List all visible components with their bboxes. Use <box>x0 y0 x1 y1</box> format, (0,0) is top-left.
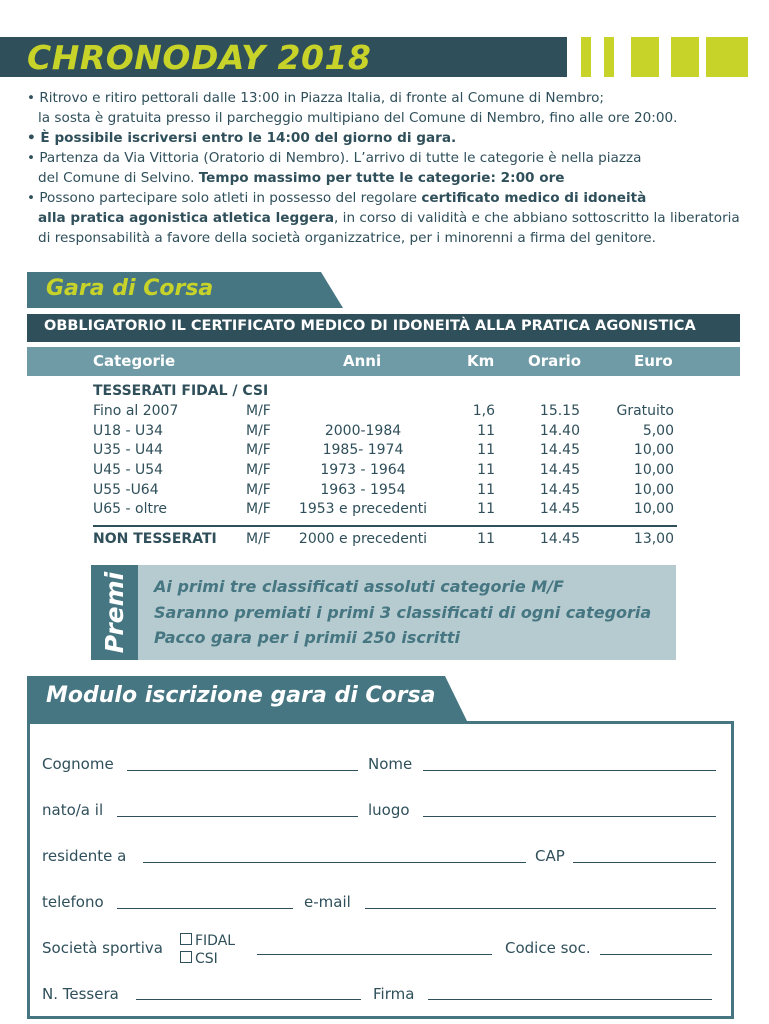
cell-km: 11 <box>477 531 495 547</box>
cell-sex: M/F <box>246 423 271 439</box>
cell-sex: M/F <box>246 403 271 419</box>
info-line: di responsabilità a favore della società organizzatrice, per i minorenni a firma del genitore. <box>38 230 656 246</box>
info-line-bold: alla pratica agonistica atletica leggera <box>38 210 335 226</box>
header-stripe <box>671 37 699 77</box>
mandatory-text: OBBLIGATORIO IL CERTIFICATO MEDICO DI IDONEITÀ ALLA PRATICA AGONISTICA <box>44 318 696 334</box>
cell-orario: 14.45 <box>539 501 580 517</box>
birthdate-field[interactable] <box>117 816 358 817</box>
info-line: • È possibile iscriversi entro le 14:00 del giorno di gara. <box>27 130 457 146</box>
page-title: CHRONODAY 2018 <box>27 38 372 77</box>
col-header-euro: Euro <box>634 352 673 370</box>
label-luogo: luogo <box>368 801 410 819</box>
card-number-field[interactable] <box>136 999 361 1000</box>
label-email: e-mail <box>304 893 351 911</box>
label-societa: Società sportiva <box>42 939 163 957</box>
cell-euro: 10,00 <box>633 462 674 478</box>
cell-km: 11 <box>477 501 495 517</box>
info-line-bold: Tempo massimo per tutte le categorie: 2:00 ore <box>198 170 565 186</box>
cell-km: 11 <box>477 462 495 478</box>
header-stripe <box>631 37 659 77</box>
col-header-orario: Orario <box>528 352 582 370</box>
label-cap: CAP <box>535 847 565 865</box>
club-code-field[interactable] <box>600 954 712 955</box>
label-nato: nato/a il <box>42 801 104 819</box>
checkbox-csi[interactable] <box>180 951 218 967</box>
checkbox-icon[interactable] <box>180 951 192 963</box>
email-field[interactable] <box>365 908 716 909</box>
prize-line: Pacco gara per i primii 250 iscritti <box>154 628 461 647</box>
cell-km: 11 <box>477 423 495 439</box>
cell-km: 1,6 <box>472 403 495 419</box>
info-line: la sosta è gratuita presso il parcheggio multipiano del Comune di Nembro, fino alle ore 20:00. <box>38 110 678 126</box>
header-stripe <box>604 37 614 77</box>
cell-sex: M/F <box>246 442 271 458</box>
cell-anni: 1963 - 1954 <box>320 482 406 498</box>
label-codice: Codice soc. <box>505 939 591 957</box>
info-line: , in corso di validità e che abbiano sottoscritto la liberatoria <box>334 210 740 226</box>
label-residente: residente a <box>42 847 127 865</box>
info-line-bold: certificato medico di idoneità <box>421 190 647 206</box>
label-telefono: telefono <box>42 893 104 911</box>
cell-euro: 13,00 <box>633 531 674 547</box>
cell-cat: U65 - oltre <box>93 501 168 517</box>
info-line: • Ritrovo e ritiro pettorali dalle 13:00 in Piazza Italia, di fronte al Comune di Nembro; <box>27 90 605 106</box>
checkbox-fidal[interactable] <box>180 933 235 949</box>
cell-orario: 15.15 <box>539 403 580 419</box>
cell-anni: 1953 e precedenti <box>298 501 428 517</box>
prizes-label-wrap <box>91 565 138 660</box>
cell-km: 11 <box>477 482 495 498</box>
cap-field[interactable] <box>573 862 716 863</box>
col-header-categorie: Categorie <box>93 352 176 370</box>
cell-orario: 14.45 <box>539 462 580 478</box>
col-header-anni: Anni <box>343 352 382 370</box>
cell-sex: M/F <box>246 531 271 547</box>
prize-line: Ai primi tre classificati assoluti categorie M/F <box>154 577 564 596</box>
cell-cat: U18 - U34 <box>93 423 164 439</box>
label-nome: Nome <box>368 755 413 773</box>
cell-sex: M/F <box>246 462 271 478</box>
cell-cat: U35 - U44 <box>93 442 164 458</box>
cognome-field[interactable] <box>127 770 358 771</box>
cell-anni: 1985- 1974 <box>322 442 404 458</box>
group-title: TESSERATI FIDAL / CSI <box>93 383 269 399</box>
header-stripe <box>706 37 748 77</box>
col-header-km: Km <box>467 352 495 370</box>
birthplace-field[interactable] <box>423 816 716 817</box>
cell-euro: 10,00 <box>633 442 674 458</box>
section-title-race: Gara di Corsa <box>46 276 214 301</box>
cell-orario: 14.45 <box>539 531 580 547</box>
cell-orario: 14.45 <box>539 482 580 498</box>
cell-euro: 10,00 <box>633 482 674 498</box>
cell-euro: 5,00 <box>642 423 674 439</box>
nome-field[interactable] <box>423 770 716 771</box>
signature-field[interactable] <box>428 999 712 1000</box>
cell-cat: NON TESSERATI <box>93 531 217 547</box>
prizes-label: Premi <box>100 571 129 654</box>
info-bullets <box>27 88 757 248</box>
label-tessera: N. Tessera <box>42 985 119 1003</box>
section-title-form: Modulo iscrizione gara di Corsa <box>46 683 436 708</box>
cell-euro: Gratuito <box>616 403 674 419</box>
checkbox-icon[interactable] <box>180 933 192 945</box>
cell-km: 11 <box>477 442 495 458</box>
table-divider <box>93 525 677 527</box>
info-line: • Partenza da Via Vittoria (Oratorio di Nembro). L’arrivo di tutte le categorie è nella piazza <box>27 150 642 166</box>
info-line: del Comune di Selvino. <box>38 170 199 186</box>
info-line: • Possono partecipare solo atleti in possesso del regolare <box>27 190 422 206</box>
checkbox-fidal-label: FIDAL <box>195 933 236 949</box>
prize-line: Saranno premiati i primi 3 classificati di ogni categoria <box>154 603 652 622</box>
cell-cat: U45 - U54 <box>93 462 164 478</box>
label-cognome: Cognome <box>42 755 114 773</box>
cell-cat: U55 -U64 <box>93 482 159 498</box>
residence-field[interactable] <box>143 862 526 863</box>
cell-orario: 14.40 <box>539 423 580 439</box>
cell-sex: M/F <box>246 501 271 517</box>
cell-anni: 2000 e precedenti <box>298 531 428 547</box>
cell-orario: 14.45 <box>539 442 580 458</box>
checkbox-csi-label: CSI <box>195 951 218 967</box>
cell-euro: 10,00 <box>633 501 674 517</box>
cell-anni: 1973 - 1964 <box>320 462 406 478</box>
cell-cat: Fino al 2007 <box>93 403 179 419</box>
header-stripe <box>581 37 591 77</box>
cell-sex: M/F <box>246 482 271 498</box>
club-field[interactable] <box>257 954 492 955</box>
phone-field[interactable] <box>117 908 293 909</box>
label-firma: Firma <box>373 985 415 1003</box>
cell-anni: 2000-1984 <box>324 423 402 439</box>
